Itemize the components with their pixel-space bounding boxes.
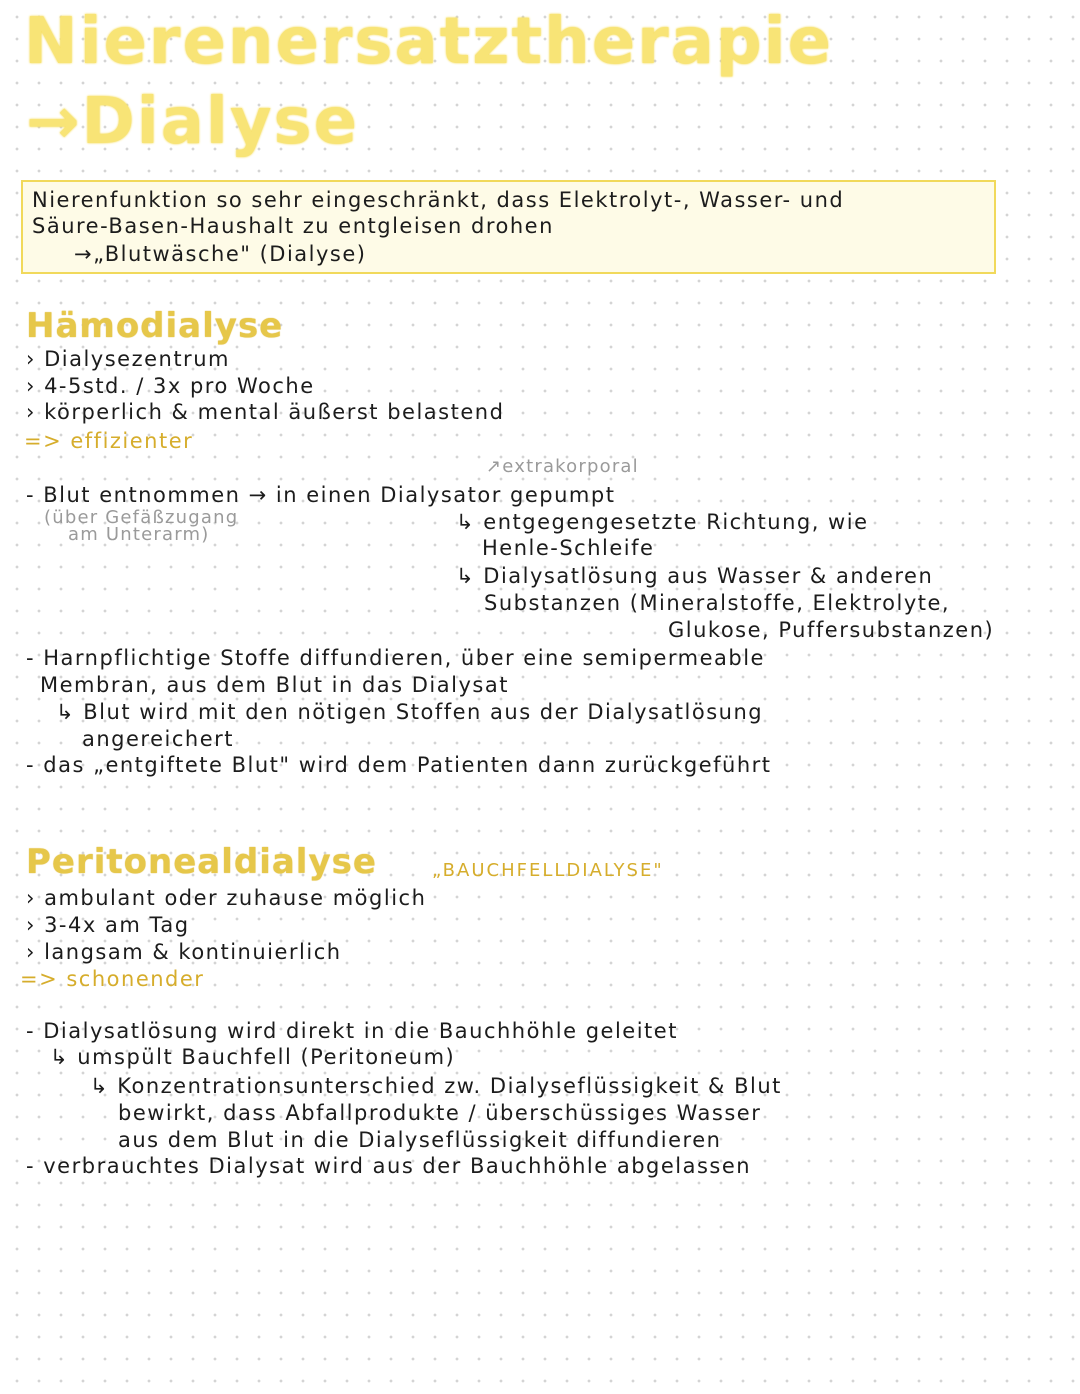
haemo-sub-2-line-1: ↳ Dialysatlösung aus Wasser & anderen (456, 564, 934, 588)
peritoneal-sub-2-line-3: aus dem Blut in die Dialyseflüssigkeit diffundieren (118, 1128, 722, 1152)
definition-line-2: Säure-Basen-Haushalt zu entgleisen drohen (32, 214, 554, 238)
note-zugang-line-1: (über Gefäßzugang (44, 507, 239, 528)
haemo-step-1: - Blut entnommen → in einen Dialysator gepumpt (26, 483, 616, 507)
peritoneal-subtitle: „BAUCHFELLDIALYSE" (432, 860, 664, 881)
peritoneal-step-1: - Dialysatlösung wird direkt in die Bauchhöhle geleitet (26, 1019, 678, 1043)
haemo-sub-1-line-1: ↳ entgegengesetzte Richtung, wie (456, 510, 869, 534)
page-title: Nierenersatztherapie (24, 5, 833, 79)
peritoneal-step-2: - verbrauchtes Dialysat wird aus der Bauchhöhle abgelassen (26, 1154, 752, 1178)
haemo-sub-1-line-2: Henle-Schleife (482, 536, 655, 560)
haemo-step-3: - das „entgiftete Blut" wird dem Patienten dann zurückgeführt (26, 753, 772, 777)
haemo-point-3: › körperlich & mental äußerst belastend (26, 400, 505, 424)
peritoneal-point-2: › 3-4x am Tag (26, 913, 190, 937)
peritoneal-sub-1: ↳ umspült Bauchfell (Peritoneum) (50, 1045, 456, 1069)
haemo-step-2-sub-line-2: angereichert (82, 727, 234, 751)
definition-line-3: →„Blutwäsche" (Dialyse) (74, 242, 367, 266)
haemo-step-2-line-2: Membran, aus dem Blut in das Dialysat (40, 673, 509, 697)
haemo-sub-2-line-2: Substanzen (Mineralstoffe, Elektrolyte, (484, 591, 951, 615)
annotation-extrakorporal: ↗extrakorporal (486, 456, 639, 477)
haemo-step-2-sub-line-1: ↳ Blut wird mit den nötigen Stoffen aus der Dialysatlösung (56, 700, 764, 724)
haemo-point-1: › Dialysezentrum (26, 347, 230, 371)
peritoneal-point-1: › ambulant oder zuhause möglich (26, 886, 427, 910)
section-heading-haemodialyse: Hämodialyse (26, 306, 284, 346)
peritoneal-sub-2-line-1: ↳ Konzentrationsunterschied zw. Dialyseflüssigkeit & Blut (90, 1074, 782, 1098)
haemo-conclusion: => effizienter (24, 429, 194, 453)
peritoneal-point-3: › langsam & kontinuierlich (26, 940, 342, 964)
page-subtitle: →Dialyse (26, 85, 360, 159)
haemo-step-2-line-1: - Harnpflichtige Stoffe diffundieren, über eine semipermeable (26, 646, 765, 670)
note-zugang-line-2: am Unterarm) (68, 524, 210, 545)
peritoneal-conclusion: => schonender (20, 967, 205, 991)
haemo-sub-2-line-3: Glukose, Puffersubstanzen) (668, 618, 995, 642)
section-heading-peritonealdialyse: Peritonealdialyse (26, 842, 377, 882)
haemo-point-2: › 4-5std. / 3x pro Woche (26, 374, 315, 398)
definition-line-1: Nierenfunktion so sehr eingeschränkt, dass Elektrolyt-, Wasser- und (32, 188, 845, 212)
peritoneal-sub-2-line-2: bewirkt, dass Abfallprodukte / überschüssiges Wasser (118, 1101, 762, 1125)
